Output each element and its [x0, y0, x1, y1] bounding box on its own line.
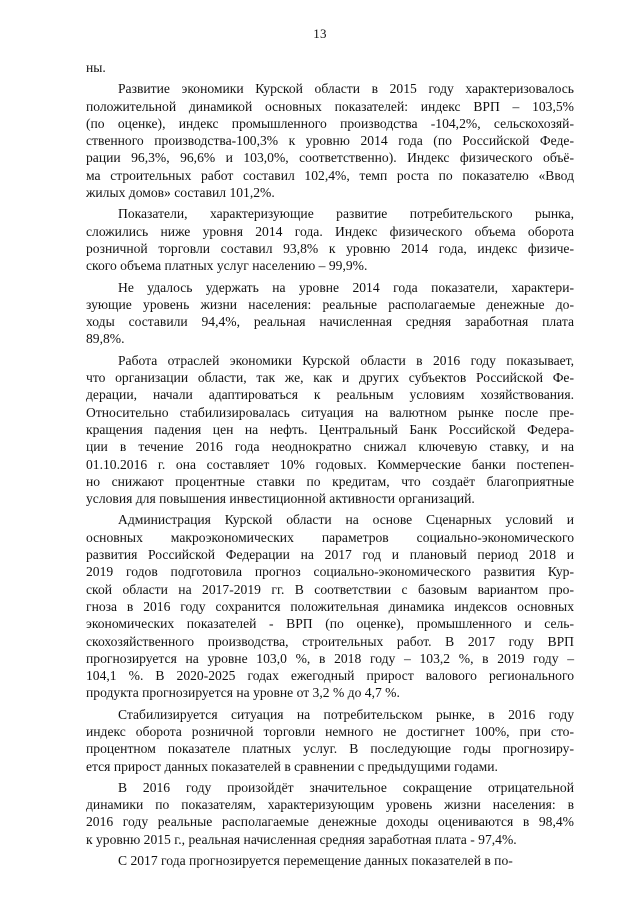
text-line: 2016 году реальные располагаемые денежные доходы оцениваются в 98,4%	[86, 814, 574, 830]
text-line: положительной динамикой основных показателей: индекс ВРП – 103,5%	[86, 98, 574, 114]
text-line: условия для повышения инвестиционной активности организаций.	[86, 491, 475, 507]
text-line: ского объема платных услуг населению – 99,9%.	[86, 258, 368, 274]
text-line: 89,8%.	[86, 331, 125, 347]
text-line: прогнозируется на уровне 103,0 %, в 2018 году – 103,2 %, в 2019 году –	[86, 650, 574, 666]
text-line: Стабилизируется ситуация на потребительском рынке, в 2016 году	[118, 706, 574, 722]
paragraph	[86, 205, 574, 274]
document-body	[86, 59, 574, 869]
text-line: зующие уровень жизни населения: реальные располагаемые денежные до-	[86, 296, 574, 312]
text-line: ции в течение 2016 года неоднократно снижал ключевую ставку, и на	[86, 439, 574, 455]
text-line: рации 96,3%, 96,6% и 103,0%, соответственно). Индекс физического объё-	[86, 150, 574, 166]
paragraph	[86, 511, 574, 701]
text-line: 104,1 %. В 2020-2025 годах ежегодный прирост валового регионального	[86, 668, 574, 684]
text-line: основных макроэкономических параметров социально-экономического	[86, 529, 574, 545]
text-line: гноза в 2016 году сохранится положительная динамика индексов основных	[86, 598, 574, 614]
text-line: к уровню 2015 г., реальная начисленная средняя заработная плата - 97,4%.	[86, 831, 517, 847]
text-line: Работа отраслей экономики Курской области в 2016 году показывает,	[118, 352, 574, 368]
text-line: В 2016 году произойдёт значительное сокращение отрицательной	[118, 779, 574, 795]
text-line: кращения падения цен на нефть. Центральный Банк Российской Федера-	[86, 421, 574, 437]
text-line: ходы составили 94,4%, реальная начисленная средняя заработная плата	[86, 314, 574, 330]
paragraph	[86, 59, 574, 76]
paragraph	[86, 279, 574, 348]
text-line: Показатели, характеризующие развитие потребительского рынка,	[118, 206, 574, 222]
text-line: что организации области, так же, как и других субъектов Российской Фе-	[86, 370, 574, 386]
paragraph	[86, 779, 574, 848]
text-line: жилых домов» составил 101,2%.	[86, 185, 275, 201]
text-line: Администрация Курской области на основе Сценарных условий и	[118, 512, 574, 528]
paragraph	[86, 80, 574, 201]
text-line: Относительно стабилизировалась ситуация на валютном рынке после пре-	[86, 404, 574, 420]
text-line: ской области на 2017-2019 гг. В соответствии с базовым вариантом про-	[86, 581, 574, 597]
text-line: ны.	[86, 60, 106, 75]
paragraph	[86, 352, 574, 508]
text-line: продукта прогнозируется на уровне от 3,2 % до 4,7 %.	[86, 685, 400, 701]
paragraph	[86, 852, 574, 869]
text-line: 01.10.2016 г. она составляет 10% годовых. Коммерческие банки постепен-	[86, 456, 574, 472]
text-line: розничной торговли составил 93,8% к уровню 2014 года, индекс физиче-	[86, 240, 574, 256]
text-line: процентном показателе платных услуг. В последующие годы прогнозиру-	[86, 741, 574, 757]
text-line: но снижают процентные ставки по кредитам, что создаёт благоприятные	[86, 473, 574, 489]
text-line: Развитие экономики Курской области в 2015 году характеризовалось	[118, 81, 574, 97]
paragraph	[86, 706, 574, 775]
text-line: 2019 годов подготовила прогноз социально-экономического развития Кур-	[86, 564, 574, 580]
text-line: ственного производства-100,3% к уровню 2014 года (по Российской Феде-	[86, 133, 574, 149]
text-line: динамики по показателям, характеризующим уровень жизни населения: в	[86, 797, 574, 813]
page-number: 13	[313, 26, 327, 41]
text-line: экономических показателей - ВРП (по оценке), промышленного и сель-	[86, 616, 574, 632]
text-line: ма строительных работ составил 102,4%, темп роста по показателю «Ввод	[86, 167, 574, 183]
text-line: С 2017 года прогнозируется перемещение данных показателей в по-	[118, 853, 513, 869]
text-line: Не удалось удержать на уровне 2014 года показатели, характери-	[118, 279, 574, 295]
text-line: скохозяйственного производства, строительных работ. В 2017 году ВРП	[86, 633, 574, 649]
text-line: сложились ниже уровня 2014 года. Индекс физического объема оборота	[86, 223, 574, 239]
text-line: дерации, начали адаптироваться к реальным условиям хозяйствования.	[86, 387, 574, 403]
text-line: развития Российской Федерации на 2017 год и плановый период 2018 и	[86, 547, 574, 563]
text-line: (по оценке), индекс промышленного производства -104,2%, сельскохозяй-	[86, 115, 574, 131]
text-line: индекс оборота розничной торговли немного не достигнет 100%, при сто-	[86, 723, 574, 739]
text-line: ется прирост данных показателей в сравнении с предыдущими годами.	[86, 758, 498, 774]
